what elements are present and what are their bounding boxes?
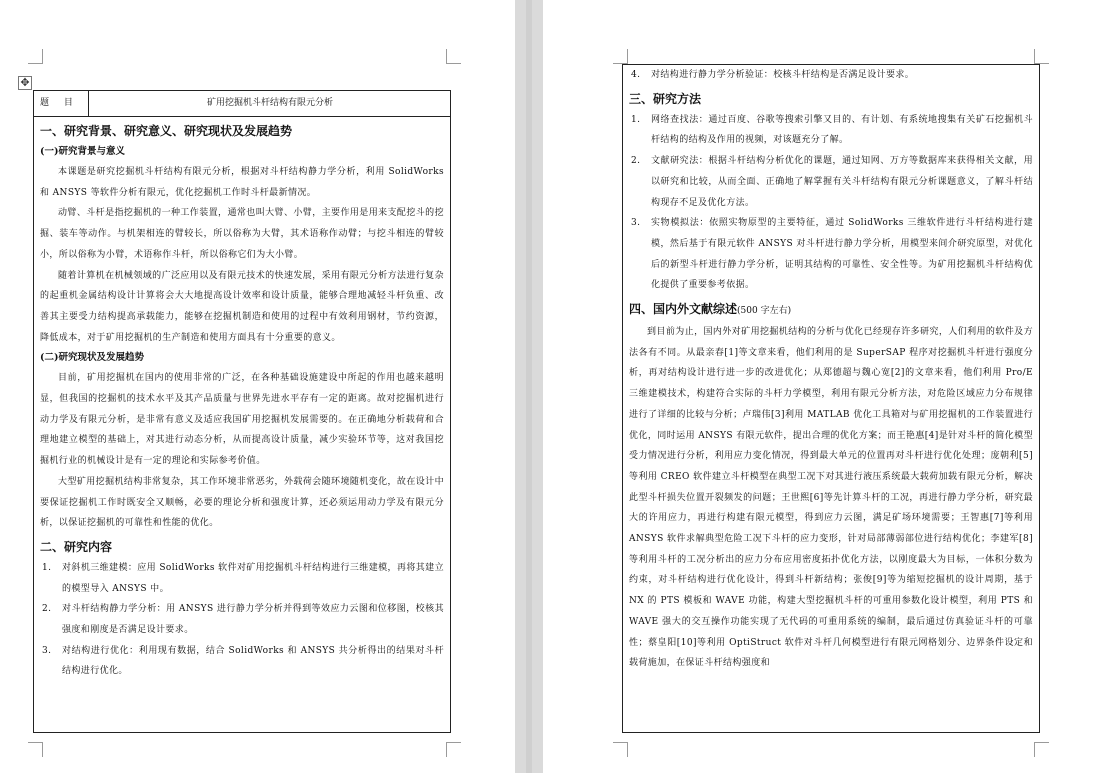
list-item-text: 对斜机三维建模：应用 SolidWorks 软件对矿用挖掘机斗杆结构进行三维建模，再将其建立的模型导入 ANSYS 中。	[62, 562, 444, 594]
margin-corner-mark	[28, 49, 43, 64]
document-page-left	[0, 0, 515, 773]
paragraph: 随着计算机在机械领域的广泛应用以及有限元技术的快速发展，采用有限元分析方法进行复杂的起重机金属结构设计计算将会大大地提高设计效率和设计质量，能够合理地减轻斗杆负重、改善其主要受力结构提高承载能力，能够在挖掘机制造和使用的过程中有效利用钢材，节约资源，降低成本，对于矿用挖掘机的生产制造和使用方面具有十分重要的意义。	[40, 270, 444, 343]
section-heading: 三、研究方法	[629, 91, 702, 106]
paragraph: 到目前为止，国内外对矿用挖掘机结构的分析与优化已经现存许多研究，人们利用的软件及方法各有不同。从最亲春[1]等文章来看，他们利用的是 SuperSAP 程序对挖掘机斗杆进行强度分析，再对结构设计进行进一步的改进优化；从郑德超与魏心宽[2]的文章来看，他们利用 Pro/E 三维建模技术，构建符合实际的斗杆力学模型，利用有限元分析方法，对危险区域应力分布规律进行了详细的比较与分析；卢瑞伟[3]利用 MATLAB 优化工具箱对与矿用挖掘机的工作装置进行优化，同时运用 ANSYS 有限元软件，提出合理的优化方案；而王艳惠[4]是针对斗杆的简化模型受力情况进行分析，利用应力变化情况，得到最大单元的位置再对斗杆进行优化处理；庞朝利[5]等利用 CREO 软件建立斗杆模型在典型工况下对其进行液压系统最大载荷加载有限元分析，解决此型斗杆损失位置开裂频发的问题；王世熙[6]等先计算斗杆的工况，再进行静力学分析，研究最大的许用应力，再进行构建有限元模型，得到应力云图，满足矿场环境需要；王智惠[7]等利用 ANSYS 软件求解典型危险工况下斗杆的应力变形，针对局部薄弱部位进行结构优化；李建军[8]等利用斗杆的工况分析出的应力分布应用密度拓扑优化方法，以刚度最大为目标，一体积分数为约束，对斗杆结构进行优化设计，得到斗杆新结构；张俊[9]等为缩短挖掘机的设计周期，基于 NX 的 PTS 模板和 WAVE 功能，构建大型挖掘机斗杆的可重用参数化设计模型，利用 PTS 和 WAVE 强大的交互操作功能实现了无代码的可重用系统的编制，最后通过仿真验证斗杆的可靠性；蔡皇阳[10]等利用 OptiStruct 软件对斗杆几何模型进行有限元网格划分、边界条件设定和载荷施加，在保证斗杆结构强度和	[629, 327, 1033, 669]
list-item-text: 对结构进行静力学分析验证：校核斗杆结构是否满足设计要求。	[651, 70, 915, 80]
section-heading: 二、研究内容	[40, 539, 113, 554]
section-heading-note: (500 字左右)	[737, 306, 792, 317]
list-item: 2. 对斗杆结构静力学分析：用 ANSYS 进行静力学分析并得到等效应力云图和位移图，校核其强度和刚度是否满足设计要求。	[42, 604, 444, 636]
paragraph: 本课题是研究挖掘机斗杆结构有限元分析，根据对斗杆结构静力学分析，利用 SolidWorks 和 ANSYS 等软件分析有限元，优化挖掘机工作时斗杆最新情况。	[40, 167, 444, 198]
list-item: 2. 文献研究法：根据斗杆结构分析优化的课题，通过知网、万方等数据库来获得相关文献，用以研究和比较，从而全面、正确地了解掌握有关斗杆结构有限元分析课题意义，了解斗杆结构现存不足及优化方法。	[631, 156, 1033, 208]
paragraph: 目前，矿用挖掘机在国内的使用非常的广泛，在各种基础设施建设中所起的作用也越来越明显，但我国的挖掘机的技术水平及其产品质量与世界先进水平存有一定的距离。故对挖掘机进行动力学及有限元分析，是非常有意义及适应我国矿用挖掘机发展需要的。在正确地分析载荷和合理地建立模型的基础上，对其进行动态分析，从而提高设计质量，减少实验环节等，这对我国挖掘机行业的机械设计是有一定的理论和实际参考价值。	[40, 373, 444, 467]
list-item-text: 对结构进行优化：利用现有数据，结合 SolidWorks 和 ANSYS 共分析得出的结果对斗杆结构进行优化。	[62, 645, 444, 677]
margin-corner-mark	[446, 49, 461, 64]
list-item-text: 文献研究法：根据斗杆结构分析优化的课题，通过知网、万方等数据库来获得相关文献，用以研究和比较，从而全面、正确地了解掌握有关斗杆结构有限元分析课题意义，了解斗杆结构现存不足及优化方法。	[651, 156, 1033, 208]
document-page-right	[543, 0, 1100, 773]
margin-corner-mark	[28, 742, 43, 757]
margin-corner-mark	[613, 49, 628, 64]
subsection-heading: (二)研究现状及发展趋势	[40, 352, 144, 364]
list-item: 3. 对结构进行优化：利用现有数据，结合 SolidWorks 和 ANSYS 共分析得出的结果对斗杆结构进行优化。	[42, 645, 444, 677]
margin-corner-mark	[613, 742, 628, 757]
list-item: 3. 实物模拟法：依照实物原型的主要特征，通过 SolidWorks 三维软件进行斗杆结构进行建模，然后基于有限元软件 ANSYS 对斗杆进行静力学分析，用模型来间介研究原型，对优化后的新型斗杆进行静力学分析，证明其结构的可靠性、安全性等。为矿用挖掘机斗杆结构优化提供了重要参考依据。	[631, 218, 1033, 291]
vertical-scrollbar[interactable]	[526, 0, 532, 773]
table-body-right[interactable]	[623, 65, 1039, 730]
margin-corner-mark	[446, 742, 461, 757]
title-row	[34, 91, 450, 117]
list-item: 4. 对结构进行静力学分析验证：校核斗杆结构是否满足设计要求。	[631, 70, 915, 80]
list-item-text: 实物模拟法：依照实物原型的主要特征，通过 SolidWorks 三维软件进行斗杆结构进行建模，然后基于有限元软件 ANSYS 对斗杆进行静力学分析，用模型来间介研究原型，对优化后的新型斗杆进行静力学分析，证明其结构的可靠性、安全性等。为矿用挖掘机斗杆结构优化提供了重要参考依据。	[651, 218, 1033, 291]
list-item-text: 网络查找法：通过百度、谷歌等搜索引擎又目的、有计划、有系统地搜集有关矿石挖掘机斗杆结构的结构及作用的视频，对该题充分了解。	[651, 114, 1033, 146]
section-heading: 一、研究背景、研究意义、研究现状及发展趋势	[40, 124, 293, 138]
title-label: 题 目	[34, 91, 89, 116]
proposal-table	[33, 90, 451, 733]
margin-corner-mark	[1034, 742, 1049, 757]
page-gap	[515, 0, 543, 773]
section-heading	[629, 298, 1033, 322]
table-move-handle-icon[interactable]: ✥	[18, 76, 32, 90]
list-item-text: 对斗杆结构静力学分析：用 ANSYS 进行静力学分析并得到等效应力云图和位移图，校核其强度和刚度是否满足设计要求。	[62, 604, 444, 636]
paragraph: 动臂、斗杆是指挖掘机的一种工作装置，通常也叫大臂、小臂，主要作用是用来支配挖斗的挖掘、装车等动作。与机架相连的臂较长，所以俗称为大臂，其术语称作动臂；与挖斗相连的臂较小，所以俗称为小臂，术语称作斗杆，所以俗称它们为大小臂。	[40, 208, 444, 260]
list-item: 1. 网络查找法：通过百度、谷歌等搜索引擎又目的、有计划、有系统地搜集有关矿石挖掘机斗杆结构的结构及作用的视频，对该题充分了解。	[631, 114, 1033, 146]
margin-corner-mark	[1034, 49, 1049, 64]
list-item: 1. 对斜机三维建模：应用 SolidWorks 软件对矿用挖掘机斗杆结构进行三维建模，再将其建立的模型导入 ANSYS 中。	[42, 562, 444, 594]
table-body-left[interactable]	[34, 118, 450, 730]
title-value[interactable]: 矿用挖掘机斗杆结构有限元分析	[206, 98, 333, 108]
proposal-table-continued	[622, 64, 1040, 733]
subsection-heading: (一)研究背景与意义	[40, 146, 125, 157]
section-heading-text: 四、国内外文献综述	[629, 302, 738, 317]
paragraph: 大型矿用挖掘机结构非常复杂，其工作环境非常恶劣，外载荷会随环境随机变化，故在设计中要保证挖掘机工作时既安全又顺畅，必要的理论分析和强度计算，还必须运用动力学及有限元分析，以保证挖掘机的可靠性和性能的优化。	[40, 476, 444, 529]
